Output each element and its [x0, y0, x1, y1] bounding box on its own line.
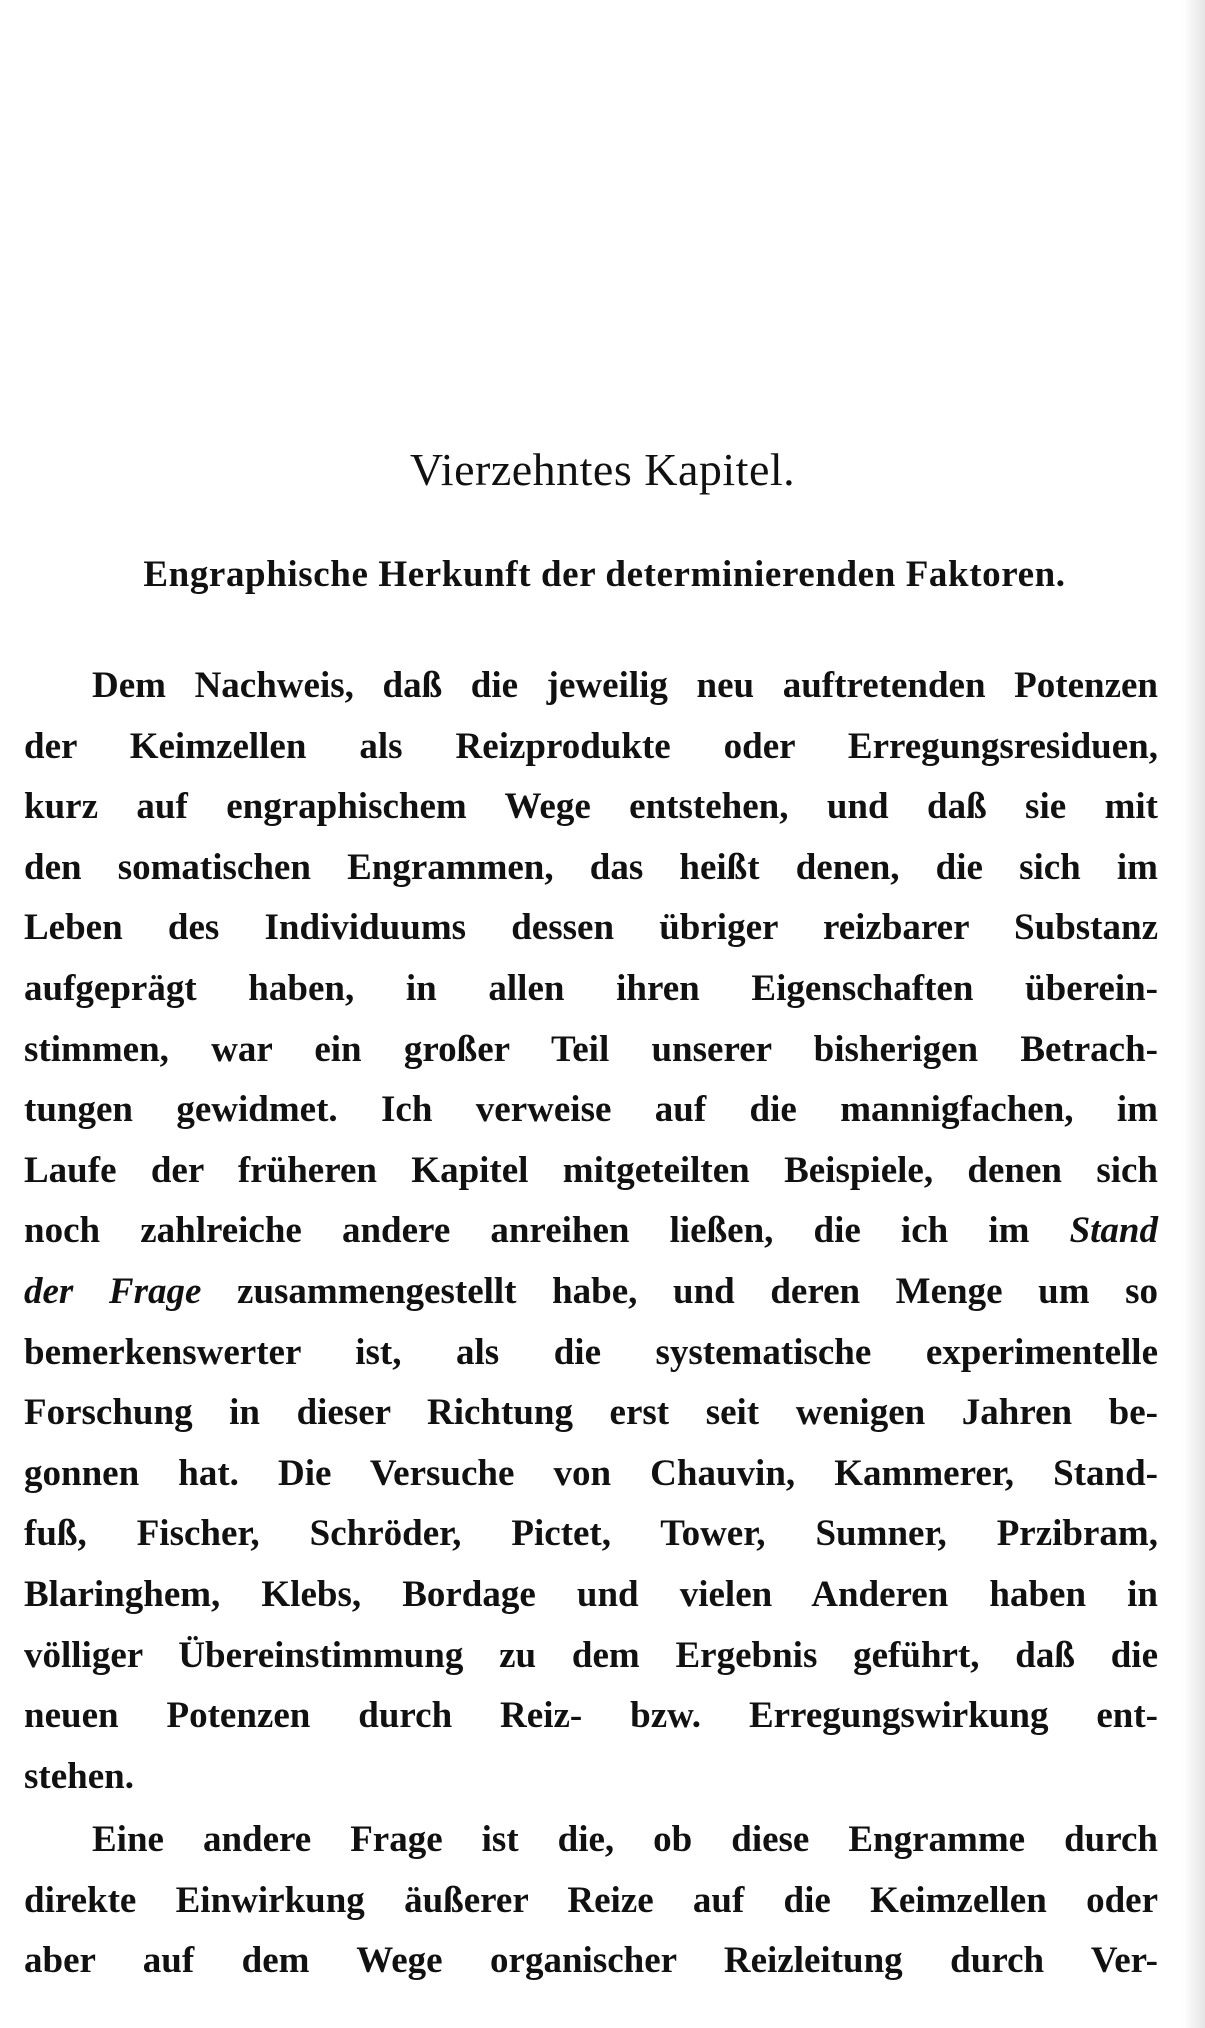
text-fragment: zusammengestellt habe, und deren Menge um so — [237, 1270, 1158, 1312]
text-line: aber auf dem Wege organischer Reizleitung durch Ver- — [24, 1940, 1158, 1982]
text-line: Blaringhem, Klebs, Bordage und vielen Anderen haben in — [24, 1573, 1158, 1615]
text-line: den somatischen Engrammen, das heißt denen, die sich im — [24, 846, 1158, 888]
text-line: kurz auf engraphischem Wege entstehen, und daß sie mit — [24, 786, 1158, 828]
text-line-with-reference — [24, 1201, 1158, 1262]
reference-title-part1: Stand — [1069, 1210, 1158, 1252]
text-line: aufgeprägt haben, in allen ihren Eigenschaften überein- — [24, 967, 1158, 1009]
text-line: tungen gewidmet. Ich verweise auf die mannigfachen, im — [24, 1089, 1158, 1131]
text-line: der Keimzellen als Reizprodukte oder Erregungsresiduen, — [24, 725, 1158, 767]
text-line: Laufe der früheren Kapitel mitgeteilten Beispiele, denen sich — [24, 1149, 1158, 1191]
reference-title-part2: der Frage — [24, 1270, 202, 1312]
text-line-with-reference — [24, 1262, 1158, 1323]
text-line: direkte Einwirkung äußerer Reize auf die Keimzellen oder — [24, 1879, 1158, 1921]
page-edge-shadow — [1183, 0, 1205, 2028]
text-line: gonnen hat. Die Versuche von Chauvin, Kammerer, Stand- — [24, 1452, 1158, 1494]
text-line: völliger Übereinstimmung zu dem Ergebnis geführt, daß die — [24, 1634, 1158, 1676]
body-text — [24, 656, 1158, 1992]
text-line: Forschung in dieser Richtung erst seit wenigen Jahren be- — [24, 1392, 1158, 1434]
chapter-subtitle: Engraphische Herkunft der determinierenden Faktoren. — [143, 554, 1066, 595]
text-line: stimmen, war ein großer Teil unserer bisherigen Betrach- — [24, 1028, 1158, 1070]
text-line: neuen Potenzen durch Reiz- bzw. Erregungswirkung ent- — [24, 1695, 1158, 1737]
text-line: Eine andere Frage ist die, ob diese Engramme durch — [92, 1819, 1158, 1861]
text-line: stehen. — [24, 1755, 134, 1797]
text-line: Leben des Individuums dessen übriger reizbarer Substanz — [24, 907, 1158, 949]
text-line: fuß, Fischer, Schröder, Pictet, Tower, Sumner, Przibram, — [24, 1513, 1158, 1555]
text-line: Dem Nachweis, daß die jeweilig neu auftretenden Potenzen — [92, 665, 1158, 706]
chapter-heading: Vierzehntes Kapitel. — [409, 444, 796, 495]
text-line: bemerkenswerter ist, als die systematische experimentelle — [24, 1331, 1158, 1373]
text-fragment: noch zahlreiche andere anreihen ließen, die ich im — [24, 1210, 1030, 1252]
